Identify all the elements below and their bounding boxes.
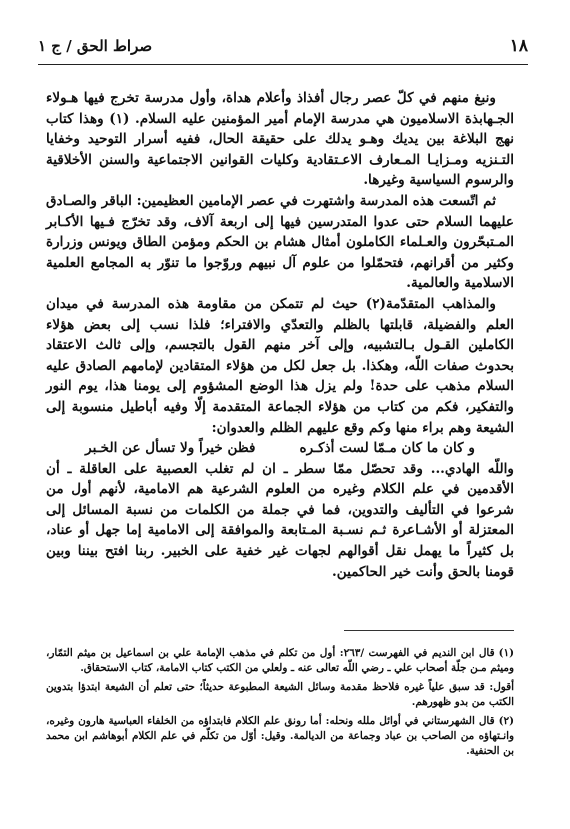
footnotes — [46, 646, 514, 763]
verse-first-hemistich: و كان ما كان مـمّا لست أذكـره — [299, 440, 475, 457]
poetry-verse — [46, 438, 514, 459]
footnote-divider — [344, 630, 514, 631]
verse-second-hemistich: فظن خيراً ولا تسأل عن الخـبر — [85, 440, 256, 457]
main-text — [46, 88, 514, 582]
paragraph-1: ونبغ منهم في كلّ عصر رجال أفذاذ وأعلام هداة، وأول مدرسة تخرج فيها هـولاء الجـهابذة الاسلاميون هي مدرسة الإمام أمير المؤمنين عليه السلام. (١) وهذا كتاب نهج البلاغة بين يديك وهـو يدلك على حقيقة الحال، ففيه أسرار التوحيد وخفايا التـنزيه ومـزايـا المـعارف الاعـتقادية وكليات القوانين الاجتماعية والسنن الأخلاقية والرسوم السياسية وغيرها. — [46, 90, 514, 189]
footnote-1 — [46, 646, 514, 677]
header-divider — [38, 64, 528, 65]
footnote-2-marker: (٢) — [498, 714, 514, 727]
paragraph-4: واللّه الهادي... وقد تحصّل ممّا سطر ـ ان لم تغلب العصبية على العاقلة ـ أن الأقدمين في علم الكلام وغيره من العلوم الشرعية هم الامامية، لأنهم أول من شرعوا في التأليف والتدوين، فما في جملة من الكلمات من نسبة المسائل إلى المعتزلة أو الأشـاعرة ثـم نسـبة المـتابعة والموافقة إلى الامامية إما جهل أو عناد، بل كثيراً ما يهمل نقل أقوالهم لجهات غير خفية على الخبير. ربنا افتح بيننا وبين قومنا بالحق وأنت خير الحاكمين. — [46, 460, 514, 580]
footnote-2-text: قال الشهرستاني في أوائل ملله ونحله: أما رونق علم الكلام فابتداؤه من الخلفاء العباسية هارون وغيره، وانـتهاؤه من الصاحب بن عباد وجماعة من الديالمة. وقيل: أوّل من تكلّم في علم الكلام أبوهاشم ابن محمد بن الحنفية. — [46, 714, 514, 758]
footnote-1-marker: (١) — [498, 647, 514, 659]
footnote-1-note: أقول: قد سبق علياً غيره فلاحظ مقدمة وسائل الشيعة المطبوعة حديثاً؛ حتى تعلم أن الشيعة ابتدؤا بتدوين الكتب من بدو ظهورهم. — [46, 680, 514, 709]
running-title: صراط الحق / ج ١ — [38, 37, 153, 55]
footnote-1-text: قال ابن النديم في الفهرست /٢٦٣: أول من تكلم في مذهب الإمامة علي بن اسماعيل بن ميثم التمّار، وميثم مـن جلّة أصحاب علي ـ رضي اللّه تعالى عنه ـ ولعلي من الكتب كتاب الامامة، كتاب الاستحقاق. — [46, 647, 514, 675]
page-number: ١٨ — [509, 36, 528, 56]
paragraph-3: والمذاهب المتقدّمة(٢) حيث لم تتمكن من مقاومة هذه المدرسة في ميدان العلم والفضيلة، قابلتها بالظلم والتعدّي والافتراء؛ فلذا نسب إلى بعض هؤلاء الكاملين القـول بـالتشبيه، وإلى آخر منهم القول بالتجسم، وإلى ثالث الاعتقاد بحدوث صفات اللّه، وهكذا. بل جعل لكل من هؤلاء المتقادين لإمامهم الصادق عليه السلام مذهب على حدة! ولم يزل هذا الوضع المشؤوم إلى يومنا هذا، يوم النور والتفكير، فكم من كتاب من هؤلاء الجماعة المتقدمة إلّا وفيه أباطيل منسوبة إلى الشيعة وهم براء منها وكم وقع عليهم الظلم والعدوان: — [46, 295, 514, 436]
footnote-2 — [46, 714, 514, 760]
paragraph-2: ثم اتّسعت هذه المدرسة واشتهرت في عصر الإمامين العظيمين: الباقر والصـادق عليهما السلام حتى عدوا المتدرسين فيها إلى اربعة آلاف، وقد تخرّج فـيها الأكـابر المـتبحّرون والعـلماء الكاملون أمثال هشام بن الحكم ومؤمن الطاق ويونس وزرارة وكثير من أقرانهم، فتحمّلوا من علوم آل نبيهم وروّجوا ما تنوّر به المجامع العلمية الاسلامية والعالمية. — [46, 192, 514, 292]
page-header — [38, 36, 528, 60]
